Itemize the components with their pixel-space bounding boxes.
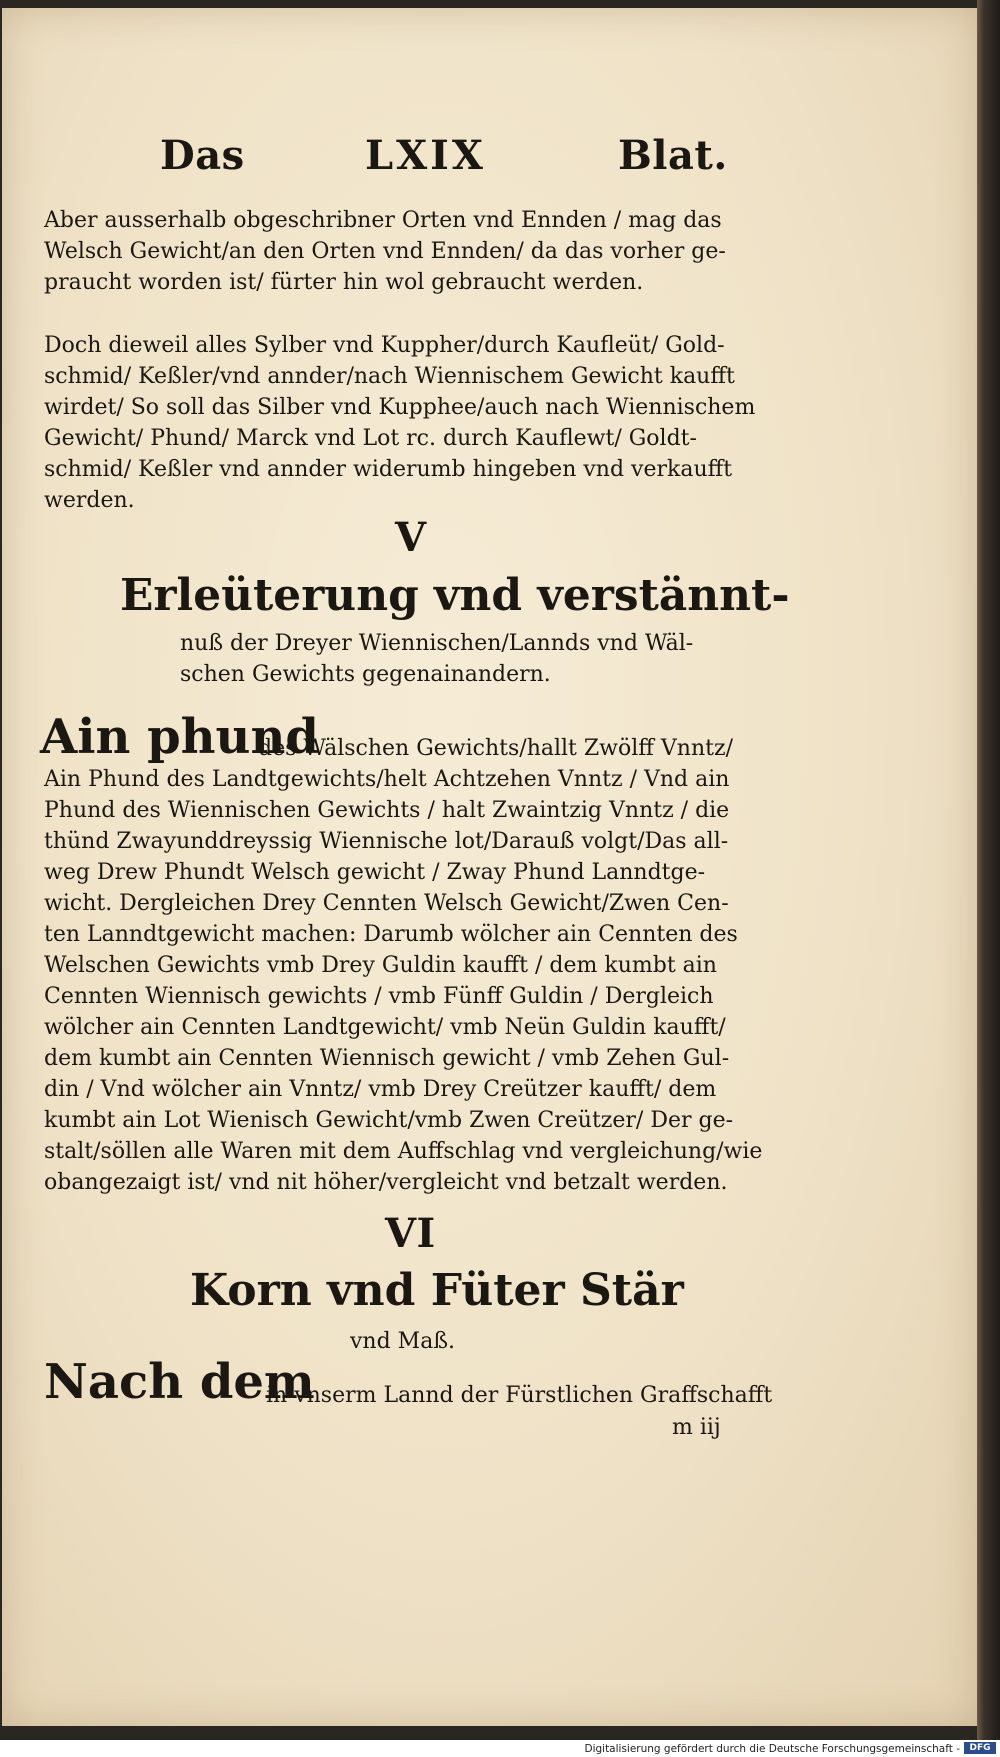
text-line: Cennten Wiennisch gewichts / vmb Fünff Guldin / Dergleich [44,984,714,1009]
section-title: Korn vnd Füter Stär [190,1265,684,1316]
text-line: wölcher ain Cennten Landtgewicht/ vmb Neün Guldin kaufft/ [44,1015,726,1040]
section-subtitle-line: vnd Maß. [350,1329,456,1354]
text-line: Doch dieweil alles Sylber vnd Kuppher/durch Kaufleüt/ Gold- [44,333,725,358]
initial-words: Nach dem [44,1354,315,1410]
folio-number: LXIX [365,132,486,179]
dfg-logo: DFG [964,1742,996,1754]
text-line: ten Lanndtgewicht machen: Darumb wölcher ain Cennten des [44,922,738,947]
text-line: wicht. Dergleichen Drey Cennten Welsch Gewicht/Zwen Cen- [44,891,729,916]
section-subtitle-line: nuß der Dreyer Wiennischen/Lannds vnd Wäl- [180,631,694,656]
digitization-credit: Digitalisierung gefördert durch die Deutsche Forschungsgemeinschaft - [584,1743,960,1755]
text-line: werden. [44,488,135,513]
text-line: schmid/ Keßler vnd annder widerumb hingeben vnd verkaufft [44,457,733,482]
text-line: stalt/söllen alle Waren mit dem Auffschlag vnd vergleichung/wie [44,1139,763,1164]
text-line: praucht worden ist/ fürter hin wol gebraucht werden. [44,270,644,295]
header-left-word: Das [160,132,245,179]
text-line: Ain Phund des Landtgewichts/helt Achtzehen Vnntz / Vnd ain [44,767,730,792]
text-line: Phund des Wiennischen Gewichts / halt Zwaintzig Vnntz / die [44,798,730,823]
section-numeral: VI [385,1210,436,1257]
section-subtitle-line: schen Gewichts gegenainandern. [180,662,551,687]
text-line: weg Drew Phundt Welsch gewicht / Zway Phund Lanndtge- [44,860,706,885]
signature-mark: m iij [672,1415,721,1440]
text-line: in vnserm Lannd der Fürstlichen Graffschafft [266,1383,773,1408]
text-line: din / Vnd wölcher ain Vnntz/ vmb Drey Creützer kaufft/ dem [44,1077,717,1102]
text-line: obangezaigt ist/ vnd nit höher/vergleicht vnd betzalt werden. [44,1170,728,1195]
text-line: Welsch Gewicht/an den Orten vnd Ennden/ da das vorher ge- [44,239,726,264]
text-line: Gewicht/ Phund/ Marck vnd Lot rc. durch Kauflewt/ Goldt- [44,426,697,451]
text-line: des Wälschen Gewichts/hallt Zwölff Vnntz/ [258,736,733,761]
text-line: Aber ausserhalb obgeschribner Orten vnd Ennden / mag das [44,208,722,233]
text-line: thünd Zwayunddreyssig Wiennische lot/Darauß volgt/Das all- [44,829,729,854]
initial-words: Ain phund [40,709,319,765]
section-numeral: V [395,514,427,561]
text-line: wirdet/ So soll das Silber vnd Kupphee/auch nach Wiennischem [44,395,756,420]
book-page-edge [977,0,1000,1740]
text-line: kumbt ain Lot Wienisch Gewicht/vmb Zwen Creützer/ Der ge- [44,1108,734,1133]
text-line: Welschen Gewichts vmb Drey Guldin kaufft / dem kumbt ain [44,953,717,978]
section-title: Erleüterung vnd verstännt- [120,570,790,621]
text-line: dem kumbt ain Cennten Wiennisch gewicht / vmb Zehen Gul- [44,1046,730,1071]
text-line: schmid/ Keßler/vnd annder/nach Wiennischem Gewicht kaufft [44,364,735,389]
header-right-word: Blat. [618,132,728,179]
